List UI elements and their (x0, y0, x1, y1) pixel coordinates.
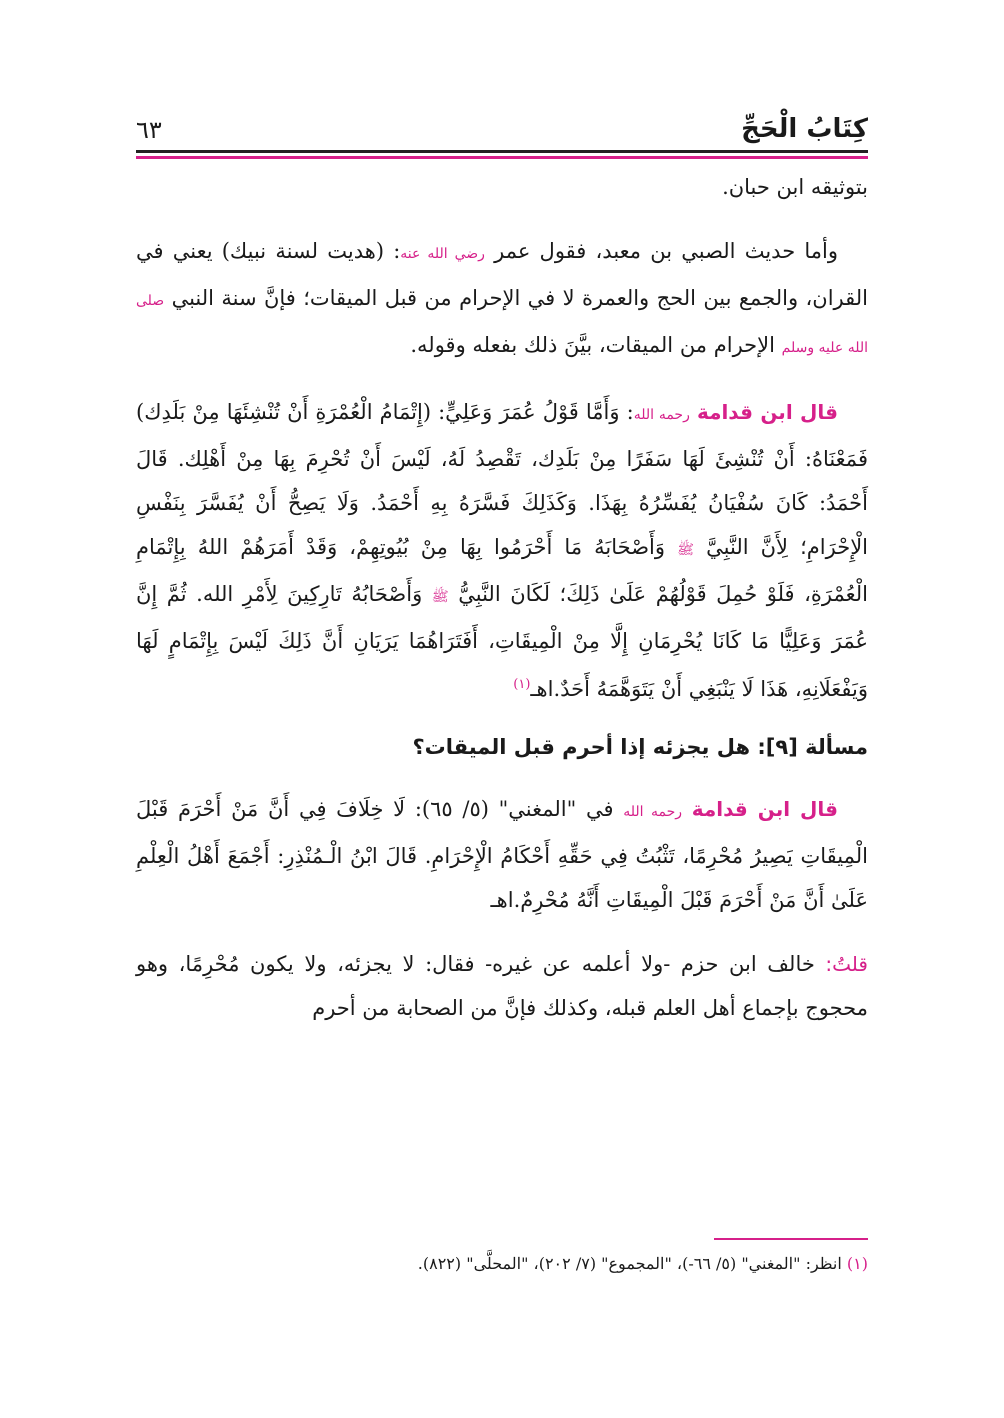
header-rule-pink (136, 156, 868, 159)
footnote-text: انظر: "المغني" (٥/ ٦٦-)، "المجموع" (٧/ ٢٠٢)، "المحلَّى" (٨٢٢). (417, 1254, 842, 1273)
honorific-saw-2: ﷺ (677, 542, 695, 558)
paragraph-3-text-a: : وَأَمَّا قَوْلُ عُمَرَ وَعَلِيٍّ: (إِتْمَامُ الْعُمْرَةِ أَنْ تُنْشِئَهَا مِنْ بَلَدِك) فَمَعْنَاهُ: أَنْ تُنْشِئَ لَهَا سَفَرًا مِنْ بَلَدِك، تَقْصِدُ لَهُ، لَيْسَ أَنْ تُحْرِمَ بِهَا مِنْ أَهْلِك. قَالَ أَحْمَدُ: كَانَ سُفْيَانُ يُفَسِّرُهُ بِهَذَا. وَكَذَلِكَ فَسَّرَهُ بِهِ أَحْمَدُ. وَلَا يَصِحُّ أَنْ يُفَسَّرَ بِنَفْسِ الْإِحْرَامِ؛ لِأَنَّ النَّبِيَّ (136, 400, 868, 559)
paragraph-2 (136, 229, 868, 370)
paragraph-3-text-c: وَأَصْحَابُهُ تَارِكِينَ لِأَمْرِ الله. ثُمَّ إِنَّ عُمَرَ وَعَلِيًّا مَا كَانَا يُحْرِمَانِ إِلَّا مِنْ الْمِيقَاتِ، أَفَتَرَاهُمَا يَرَيَانِ أَنَّ ذَلِكَ لَيْسَ بِإِتْمَامٍ لَهَا وَيَفْعَلَانِهِ، هَذَا لَا يَنْبَغِي أَنْ يَتَوَهَّمَهُ أَحَدٌ.اهـ (136, 582, 868, 701)
paragraph-1: بتوثيقه ابن حبان. (722, 175, 868, 199)
paragraph-2-text-a: وأما حديث الصبي بن معبد، فقول عمر (494, 239, 838, 263)
page-number: ٦٣ (136, 116, 162, 144)
paragraph-4-text: في "المغني" (٥/ ٦٥): لَا خِلَافَ فِي أَنَّ مَنْ أَحْرَمَ قَبْلَ الْمِيقَاتِ يَصِيرُ مُحْرِمًا، تَثْبُتُ فِي حَقِّهِ أَحْكَامُ الْإِحْرَامِ. قَالَ ابْنُ الْـمُنْذِرِ: أَجْمَعَ أَهْلُ الْعِلْمِ عَلَىٰ أَنَّ مَنْ أَحْرَمَ قَبْلَ الْمِيقَاتِ أَنَّهُ مُحْرِمٌ.اهـ (136, 797, 868, 912)
paragraph-4-quote (136, 787, 868, 922)
honorific-rh: رحمه الله (633, 407, 690, 423)
honorific-ra: رضي الله عنه (400, 246, 485, 262)
honorific-rh-2: رحمه الله (623, 804, 682, 820)
paragraph-3-quote (136, 390, 868, 711)
running-header (136, 114, 868, 150)
quote-author-2: قال ابن قدامة (691, 797, 839, 821)
header-rule-black (136, 150, 868, 153)
main-text (136, 165, 868, 1030)
footnote-number: (١) (846, 1254, 868, 1273)
footnote (136, 1252, 868, 1276)
paragraph-3-text-b: وَأَصْحَابَهُ مَا أَحْرَمُوا بِهَا مِنْ بُيُوتِهِمْ، وَقَدْ أَمَرَهُمْ اللهُ بِإِتْمَامِ الْعُمْرَةِ، فَلَوْ حُمِلَ قَوْلُهُمْ عَلَىٰ ذَلِكَ؛ لَكَانَ النَّبِيُّ (136, 535, 868, 606)
footnote-rule (714, 1238, 868, 1240)
honorific-saw: صلى الله عليه وسلم (136, 293, 868, 356)
honorific-saw-3: ﷺ (431, 589, 449, 605)
quote-author: قال ابن قدامة (696, 400, 838, 424)
section-heading: مسألة [٩]: هل يجزئه إذا أحرم قبل الميقات؟ (412, 735, 868, 759)
paragraph-5-text: خالف ابن حزم -ولا أعلمه عن غيره- فقال: لا يجزئه، ولا يكون مُحْرِمًا، وهو محجوج بإجماع أهل العلم قبله، وكذلك فإنَّ من الصحابة من أحرم (136, 952, 868, 1020)
qultu-label: قلتُ: (825, 952, 868, 976)
footnote-ref[interactable]: (١) (513, 677, 531, 692)
paragraph-2-text-b: : (هديت لسنة نبيك) يعني في القران، والجمع بين الحج والعمرة لا في الإحرام من قبل الميقات؛ فإنَّ سنة النبي (136, 239, 868, 310)
paragraph-5 (136, 942, 868, 1030)
chapter-title: كِتَابُ الْحَجِّ (741, 114, 868, 144)
paragraph-2-text-c: الإحرام من الميقات، بيَّنَ ذلك بفعله وقوله. (410, 333, 775, 357)
